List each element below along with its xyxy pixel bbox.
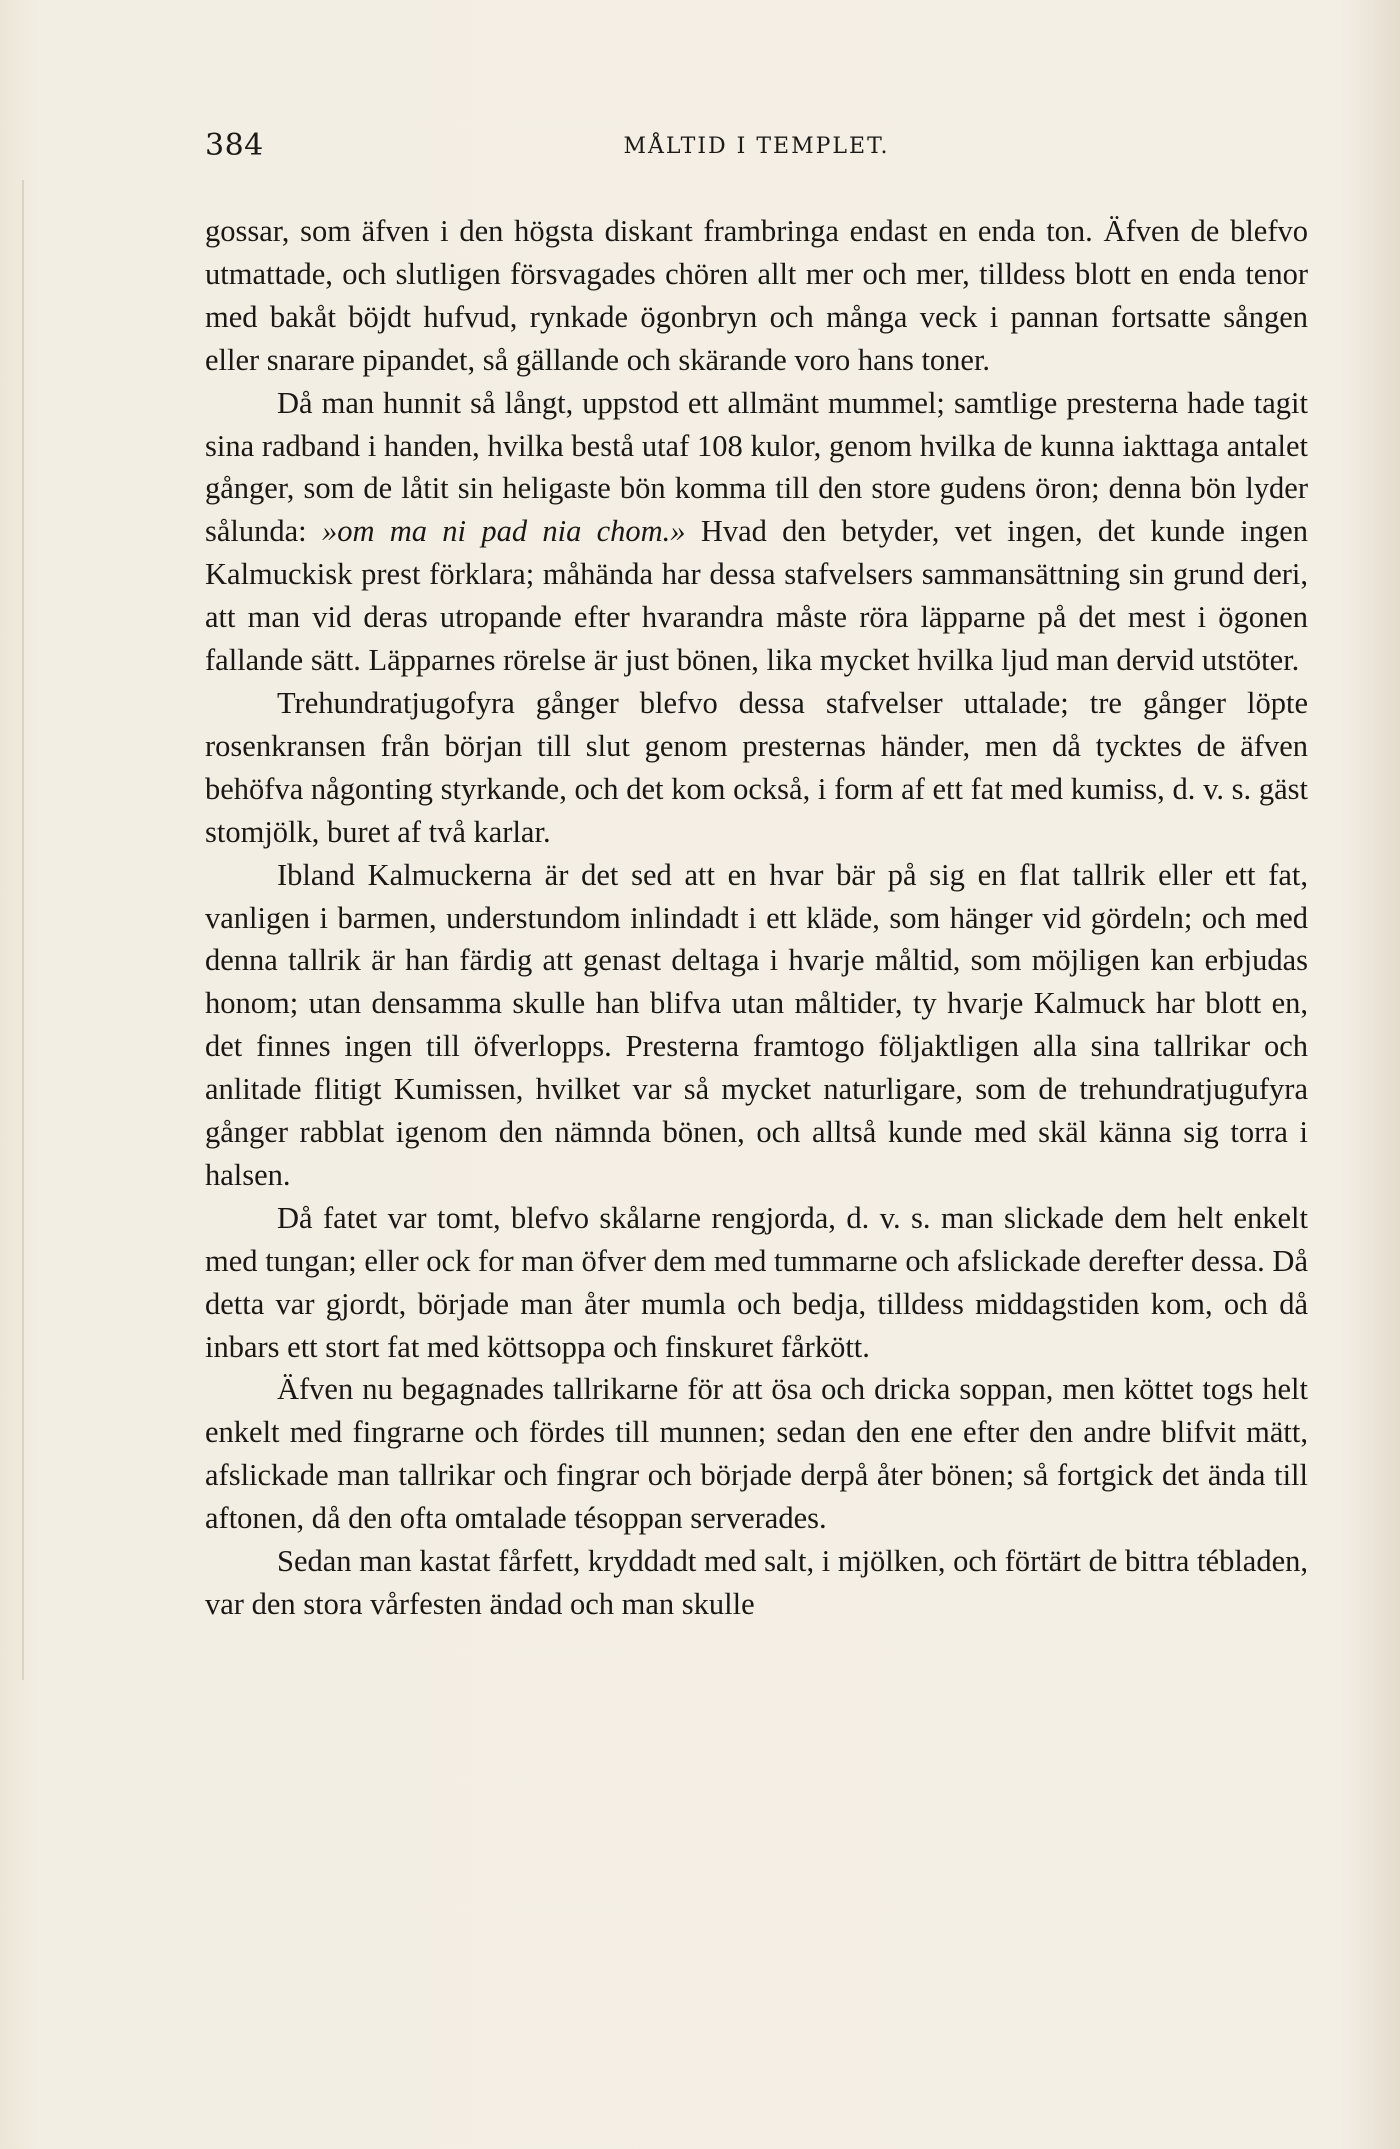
paragraph-2-text-before: Då man hunnit så långt, uppstod ett allmänt mummel; samtlige presterna hade tagit sina radband i handen, hvilka bestå utaf 108 kulor, genom hvilka de kunna iakttaga antalet gånger, som de låtit sin heligaste bön komma till den store gudens öron; denna bön lyder sålunda: (205, 385, 1308, 549)
body-text (205, 210, 1308, 1626)
paragraph-2 (205, 382, 1308, 682)
paragraph-5: Då fatet var tomt, blefvo skålarne rengjorda, d. v. s. man slickade dem helt enkelt med tungan; eller ock for man öfver dem med tummarne och afslickade derefter dessa. Då detta var gjordt, började man åter mumla och bedja, tilldess middagstiden kom, och då inbars ett stort fat med köttsoppa och finskuret fårkött. (205, 1200, 1308, 1364)
prayer-quote: »om ma ni pad nia chom.» (321, 514, 686, 549)
running-title: MÅLTID I TEMPLET. (623, 134, 890, 159)
paragraph-7: Sedan man kastat fårfett, kryddadt med salt, i mjölken, och förtärt de bittra tébladen, var den stora vårfesten ändad och man skulle (205, 1544, 1308, 1621)
paragraph-3: Trehundratjugofyra gånger blefvo dessa stafvelser uttalade; tre gånger löpte rosenkransen från början till slut genom presternas händer, men då tycktes de äfven behöfva någonting styrkande, och det kom också, i form af ett fat med kumiss, d. v. s. gäst stomjölk, buret af två karlar. (205, 685, 1308, 849)
paragraph-6: Äfven nu begagnades tallrikarne för att ösa och dricka soppan, men köttet togs helt enkelt med fingrarne och fördes till munnen; sedan den ene efter den andre blifvit mätt, afslickade man tallrikar och fingrar och började derpå åter bönen; så fortgick det ända till aftonen, då den ofta omtalade tésoppan serverades. (205, 1372, 1308, 1536)
page-edge-shadow (22, 180, 24, 1680)
page-number: 384 (205, 128, 264, 163)
paragraph-2-text-after: Hvad den betyder, vet ingen, det kunde ingen Kalmuckisk prest förklara; måhända har dessa stafvelsers sammansättning sin grund deri, att man vid deras utropande efter hvarandra måste röra läpparne på det mest i ögonen fallande sätt. Läpparnes rörelse är just bönen, lika mycket hvilka ljud man dervid utstöter. (205, 514, 1308, 678)
paragraph-1: gossar, som äfven i den högsta diskant frambringa endast en enda ton. Äfven de blefvo utmattade, och slutligen försvagades chören allt mer och mer, tilldess blott en enda tenor med bakåt böjdt hufvud, rynkade ögonbryn och många veck i pannan fortsatte sången eller snarare pipandet, så gällande och skärande voro hans toner. (205, 214, 1308, 377)
page-header (205, 128, 1308, 178)
paragraph-4: Ibland Kalmuckerna är det sed att en hvar bär på sig en flat tallrik eller ett fat, vanligen i barmen, understundom inlindadt i ett kläde, som hänger vid gördeln; och med denna tallrik är han färdig att genast deltaga i hvarje måltid, som möjligen kan erbjudas honom; utan densamma skulle han blifva utan måltider, ty hvarje Kalmuck har blott en, det finnes ingen till öfverlopps. Presterna framtogo följaktligen alla sina tallrikar och anlitade flitigt Kumissen, hvilket var så mycket naturligare, som de trehundratjugufyra gånger rabblat igenom den nämnda bönen, och alltså kunde med skäl känna sig torra i halsen. (205, 857, 1308, 1192)
